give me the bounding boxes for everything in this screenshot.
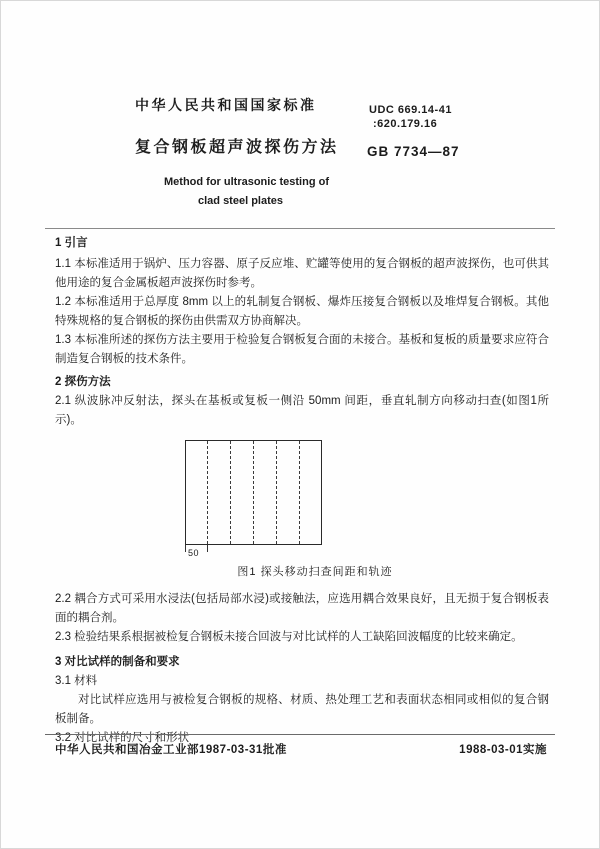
subsection-3-2-heading: 3.2 对比试样的尺寸和形状 (55, 732, 190, 744)
udc-number-line1: UDC 669.14-41 (369, 104, 452, 116)
section-3-heading: 3 对比试样的制备和要求 (55, 656, 180, 668)
header-divider (45, 228, 555, 229)
subsection-3-1-heading: 3.1 材料 (55, 675, 98, 687)
paragraph-1-1: 1.1 本标准适用于锅炉、压力容器、原子反应堆、贮罐等使用的复合钢板的超声波探伤，也可供其他用途的复合金属板超声波探伤时参考。 (55, 258, 549, 289)
scan-track-line (230, 441, 231, 544)
scan-area-rectangle (185, 440, 322, 545)
dimension-tick (207, 545, 208, 552)
document-body (55, 234, 549, 748)
english-title-line2: clad steel plates (198, 195, 283, 207)
scan-track-line (299, 441, 300, 544)
scan-track-line (276, 441, 277, 544)
figure-1-caption: 图1 探头移动扫查间距和轨迹 (237, 566, 393, 578)
paragraph-3-1: 对比试样应选用与被检复合钢板的规格、材质、热处理工艺和表面状态相同或相似的复合钢板制备。 (55, 694, 549, 725)
dimension-tick (185, 545, 186, 552)
standard-name: 中华人民共和国国家标准 (135, 97, 317, 113)
section-2-heading: 2 探伤方法 (55, 376, 111, 388)
paragraph-2-3: 2.3 检验结果系根据被检复合钢板未接合回波与对比试样的人工缺陷回波幅度的比较来确定。 (55, 631, 523, 643)
paragraph-1-2: 1.2 本标准适用于总厚度 8mm 以上的轧制复合钢板、爆炸压接复合钢板以及堆焊复合钢板。其他特殊规格的复合钢板的探伤由供需双方协商解决。 (55, 296, 549, 327)
scan-track-line (207, 441, 208, 544)
dimension-label: 50 (188, 548, 200, 558)
approval-text: 中华人民共和国冶金工业部1987-03-31批准 (55, 744, 287, 756)
figure-1 (185, 440, 325, 559)
dimension-marker (185, 545, 322, 559)
standard-number: GB 7734—87 (367, 144, 460, 159)
paragraph-2-2: 2.2 耦合方式可采用水浸法(包括局部水浸)或接触法，应选用耦合效果良好，且无损于复合钢板表面的耦合剂。 (55, 593, 549, 624)
section-1-heading: 1 引言 (55, 237, 88, 249)
paragraph-2-1: 2.1 纵波脉冲反射法，探头在基板或复板一侧沿 50mm 间距，垂直轧制方向移动扫查(如图1所示)。 (55, 395, 549, 426)
scan-track-line (253, 441, 254, 544)
footer-divider (45, 734, 555, 735)
document-footer (55, 741, 547, 757)
english-title-line1: Method for ultrasonic testing of (164, 176, 329, 188)
implementation-text: 1988-03-01实施 (459, 744, 547, 756)
udc-number-line2: :620.179.16 (373, 118, 438, 130)
paragraph-1-3: 1.3 本标准所述的探伤方法主要用于检验复合钢板复合面的未接合。基板和复板的质量要求应符合制造复合钢板的技术条件。 (55, 334, 549, 365)
document-title: 复合钢板超声波探伤方法 (135, 139, 339, 156)
